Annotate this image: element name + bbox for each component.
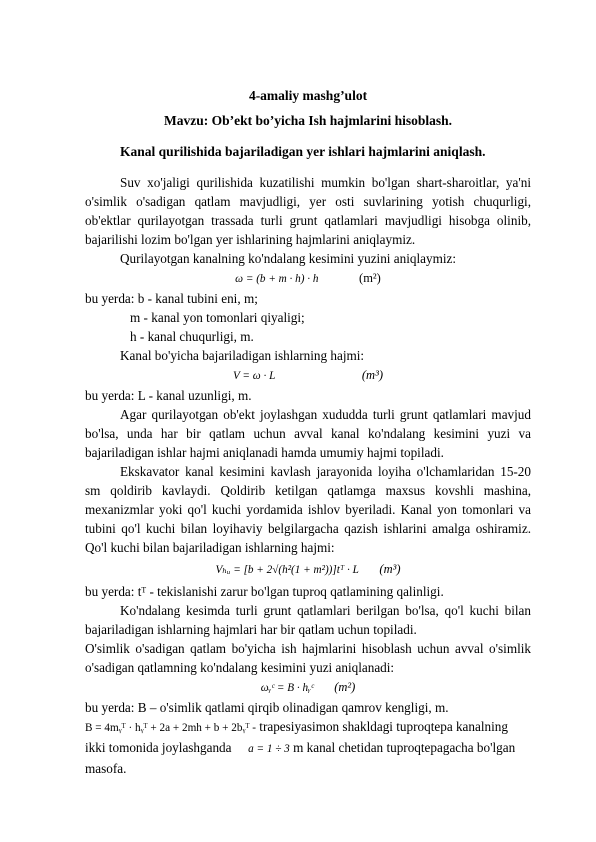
- paragraph-6: Ko'ndalang kesimda turli grunt qatlamlari berilgan bo'lsa, qo'l kuchi bilan bajariladigan ishlarning hajmlari har bir qatlam uchun topiladi.: [85, 603, 531, 637]
- paragraph-5: Ekskavator kanal kesimini kavlash jarayonida loyiha o'lchamlaridan 15-20 sm qoldirib kavlaydi. Qoldirib ketilgan qatlamga maxsus kovshli mashina, mexanizmlar yoki qo'l kuchi yordamida ishlov byeriladi. Kanal yon tomonlari va tubini qo'l kuchi bilan loyihaviy belgilargacha qazish ishlarini amalga oshiramiz. Qo'l kuchi bilan bajariladigan ishlarning hajmi:: [85, 464, 531, 555]
- formula-2-line: [85, 365, 531, 386]
- where-2: m - kanal yon tomonlari qiyaligi;: [130, 310, 305, 325]
- paragraph-1: Suv xo'jaligi qurilishida kuzatilishi mumkin bo'lgan shart-sharoitlar, ya'ni o'simlik o'sadigan qatlam mavjudligi, yer osti suvlarining yotish chuqurligi, ob'ektlar qurilayotgan trassada turli grunt qatlamlari mavjudligi hisobga olinib, bajarilishi lozim bo'lgan yer ishlarining hajmlarini aniqlaymiz.: [85, 175, 531, 247]
- page-title: 4-amaliy mashg’ulot: [248, 88, 368, 103]
- page-subtitle: Mavzu: Ob’ekt bo’yicha Ish hajmlarini hisoblash.: [163, 113, 453, 128]
- formula-1-line: [85, 268, 531, 289]
- paragraph-7: O'simlik o'sadigan qatlam bo'yicha ish hajmlarini hisoblash uchun avval o'simlik o'sadigan qatlamning ko'ndalang kesimini yuzi aniqlanadi:: [85, 641, 531, 675]
- formula-1-unit: (m²): [359, 271, 381, 285]
- paragraph-8-end: masofa.: [85, 761, 127, 776]
- formula-3: Vₕᵤ = [b + 2√(h²(1 + m²))]tᵀ · L: [215, 564, 359, 576]
- document-content: [85, 86, 531, 778]
- formula-5-line: [85, 717, 531, 738]
- formula-5-text: trapesiyasimon shakldagi tuproqtepa kanalning: [259, 719, 508, 734]
- where-5: bu yerda: tᵀ - tekislanishi zarur bo'lgan tuproq qatlamining qalinligi.: [85, 584, 444, 599]
- formula-4-line: [85, 677, 531, 698]
- where-1: bu yerda: b - kanal tubini eni, m;: [85, 291, 258, 306]
- where-3: h - kanal chuqurligi, m.: [130, 329, 254, 344]
- formula-5: B = 4mᵧᵀ · hᵧᵀ + 2a + 2mh + b + 2bᵧᵀ -: [85, 722, 256, 734]
- paragraph-8-b: m kanal chetidan tuproqtepagacha bo'lgan: [293, 740, 516, 755]
- section-heading: Kanal qurilishida bajariladigan yer ishlari hajmlarini aniqlash.: [120, 144, 486, 159]
- formula-4-unit: (m²): [334, 680, 356, 694]
- formula-3-unit: (m³): [379, 562, 401, 576]
- formula-1: ω = (b + m · h) · h: [235, 273, 319, 285]
- paragraph-8: [85, 738, 531, 759]
- paragraph-3: Kanal bo'yicha bajariladigan ishlarning hajmi:: [120, 348, 365, 363]
- formula-4: ωᵧᶜ = B · hᵧᶜ: [260, 682, 314, 694]
- formula-2-unit: (m³): [361, 368, 383, 382]
- formula-2: V = ω · L: [233, 370, 276, 382]
- formula-3-line: [85, 557, 531, 582]
- paragraph-4: Agar qurilayotgan ob'ekt joylashgan xududda turli grunt qatlamlari mavjud bo'lsa, unda har bir qatlam uchun avval kanal ko'ndalang kesimini yuzi va bajariladigan ishlar hajmi aniqlanadi hamda umumiy hajmi topiladi.: [85, 407, 531, 460]
- where-4: bu yerda: L - kanal uzunligi, m.: [85, 388, 252, 403]
- paragraph-8-a: ikki tomonida joylashganda: [85, 740, 232, 755]
- where-6: bu yerda: B – o'simlik qatlami qirqib olinadigan qamrov kengligi, m.: [85, 700, 449, 715]
- formula-6: a = 1 ÷ 3: [248, 743, 290, 755]
- paragraph-2: Qurilayotgan kanalning ko'ndalang kesimini yuzini aniqlaymiz:: [120, 251, 457, 266]
